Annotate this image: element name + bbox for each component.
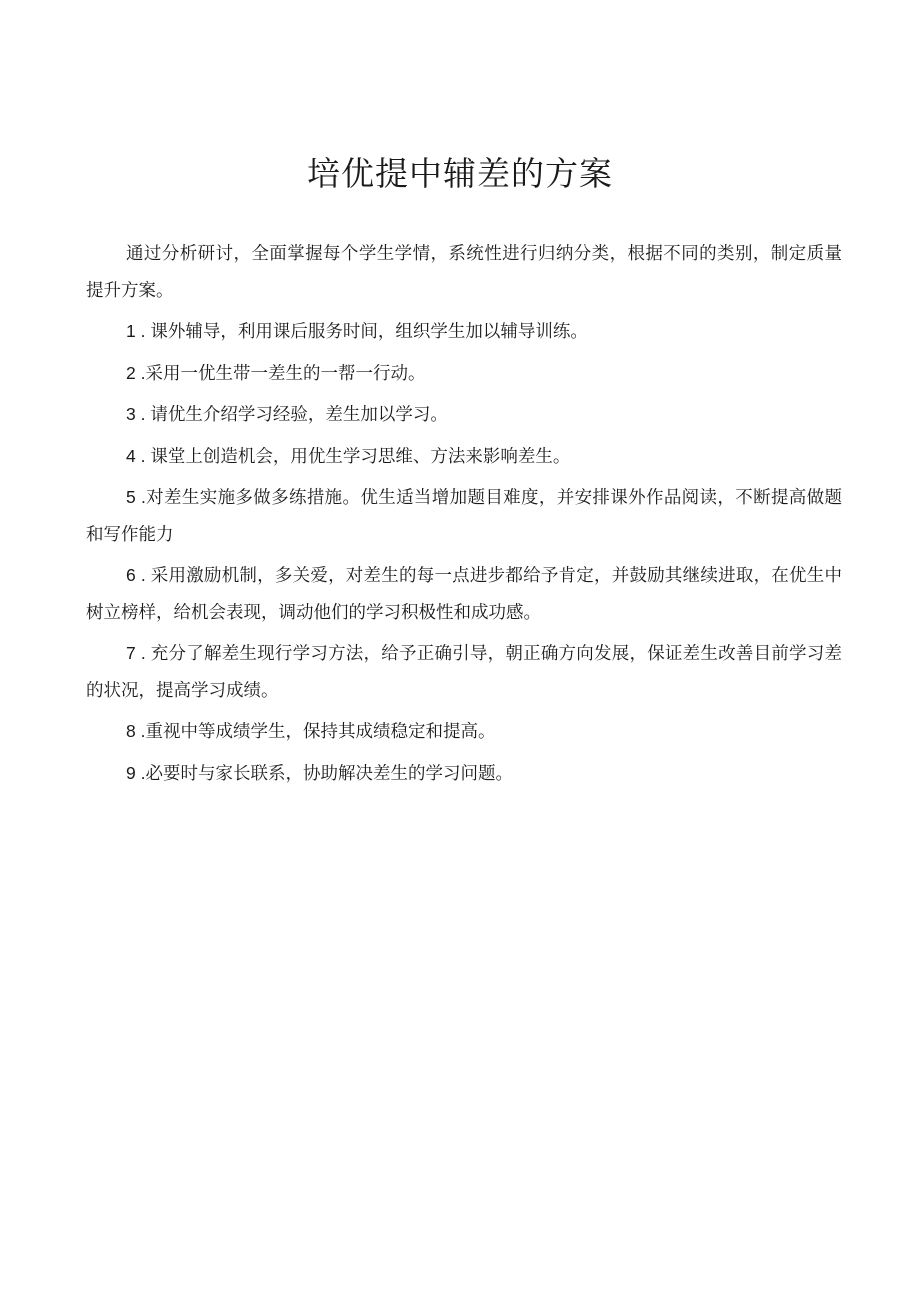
item-number: 4: [126, 445, 136, 466]
list-item: [86, 438, 842, 476]
list-item: [86, 713, 842, 751]
item-separator: .: [135, 404, 151, 424]
item-number: 9: [126, 762, 136, 783]
item-separator: .: [135, 565, 151, 585]
document-title: 培优提中辅差的方案: [307, 154, 613, 193]
item-separator: .: [135, 362, 146, 383]
list-item: [86, 396, 842, 434]
list-item: [86, 755, 842, 793]
item-number: 7: [126, 643, 136, 663]
item-text: 请优生介绍学习经验，差生加以学习。: [150, 405, 448, 425]
item-number: 3: [126, 404, 136, 424]
item-text: 对差生实施多做多练措施。优生适当增加题目难度，并安排课外作品阅读，不断提高做题和写作能力: [86, 488, 842, 545]
item-number: 8: [126, 721, 136, 741]
item-text: 课堂上创造机会，用优生学习思维、方法来影响差生。: [150, 446, 571, 467]
item-separator: .: [135, 762, 146, 783]
item-number: 6: [126, 565, 136, 585]
item-separator: .: [135, 321, 151, 341]
list-item: [86, 313, 842, 351]
item-text: 充分了解差生现行学习方法，给予正确引导，朝正确方向发展，保证差生改善目前学习差的状况，提高学习成绩。: [86, 644, 842, 701]
item-separator: .: [135, 721, 146, 741]
item-number: 1: [126, 321, 136, 341]
list-item: [86, 355, 842, 393]
item-number: 5: [126, 487, 136, 507]
list-item: [86, 479, 842, 553]
document-body: [86, 236, 842, 792]
item-separator: .: [135, 643, 151, 663]
item-number: 2: [126, 362, 136, 383]
intro-paragraph: 通过分析研讨，全面掌握每个学生学情，系统性进行归纳分类，根据不同的类别，制定质量提升方案。: [86, 244, 842, 301]
item-text: 必要时与家长联系，协助解决差生的学习问题。: [145, 763, 513, 784]
item-text: 重视中等成绩学生，保持其成绩稳定和提高。: [145, 722, 496, 742]
item-text: 采用激励机制，多关爱，对差生的每一点进步都给予肯定，并鼓励其继续进取，在优生中树立榜样，给机会表现，调动他们的学习积极性和成功感。: [86, 566, 842, 623]
list-item: [86, 557, 842, 631]
item-separator: .: [135, 487, 146, 507]
item-text: 课外辅导，利用课后服务时间，组织学生加以辅导训练。: [150, 322, 588, 342]
item-separator: .: [135, 445, 151, 466]
item-text: 采用一优生带一差生的一帮一行动。: [145, 363, 426, 384]
list-item: [86, 635, 842, 709]
